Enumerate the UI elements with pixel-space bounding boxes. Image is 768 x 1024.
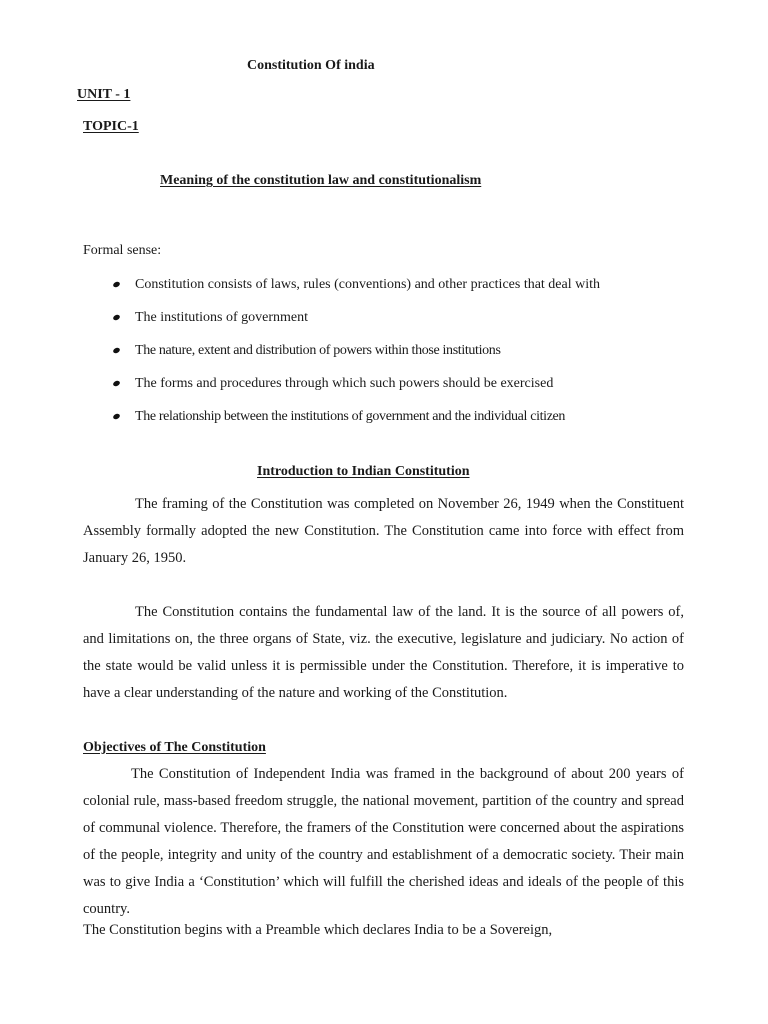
formal-sense-label: Formal sense:	[83, 243, 162, 258]
list-item: The forms and procedures through which such powers should be exercised	[135, 376, 554, 391]
bullet-icon	[112, 413, 120, 420]
bullet-icon	[112, 281, 120, 288]
bullet-icon	[112, 347, 120, 354]
bullet-icon	[112, 314, 120, 321]
section-heading-introduction: Introduction to Indian Constitution	[257, 464, 470, 479]
paragraph-introduction-1: The framing of the Constitution was completed on November 26, 1949 when the Constituent Assembly formally adopted the new Constitution. The Constitution came into force with effect from January 26, 1950.	[83, 496, 684, 566]
list-item: Constitution consists of laws, rules (conventions) and other practices that deal with	[135, 277, 601, 292]
list-item: The relationship between the institutions of government and the individual citizen	[135, 409, 566, 424]
bullet-icon	[112, 380, 120, 387]
list-item: The nature, extent and distribution of powers within those institutions	[135, 343, 501, 358]
section-heading-meaning: Meaning of the constitution law and constitutionalism	[160, 173, 482, 188]
paragraph-objectives-2: The Constitution begins with a Preamble which declares India to be a Sovereign,	[83, 922, 553, 938]
list-item: The institutions of government	[135, 310, 309, 325]
topic-label: TOPIC-1	[83, 119, 139, 134]
paragraph-introduction-2: The Constitution contains the fundamental law of the land. It is the source of all powers of, and limitations on, the three organs of State, viz. the executive, legislature and judiciary. No action of the state would be valid unless it is permissible under the Constitution. Therefore, it is imperative to have a clear understanding of the nature and working of the Constitution.	[83, 604, 684, 701]
paragraph-objectives-1: The Constitution of Independent India was framed in the background of about 200 years of colonial rule, mass-based freedom struggle, the national movement, partition of the country and spread of communal violence. Therefore, the framers of the Constitution were concerned about the aspirations of the people, integrity and unity of the country and establishment of a democratic society. Their main was to give India a ‘Constitution’ which will fulfill the cherished ideas and ideals of the people of this country.	[83, 766, 684, 917]
section-heading-objectives: Objectives of The Constitution	[83, 740, 266, 755]
unit-label: UNIT - 1	[77, 87, 131, 102]
document-title: Constitution Of india	[247, 58, 375, 73]
